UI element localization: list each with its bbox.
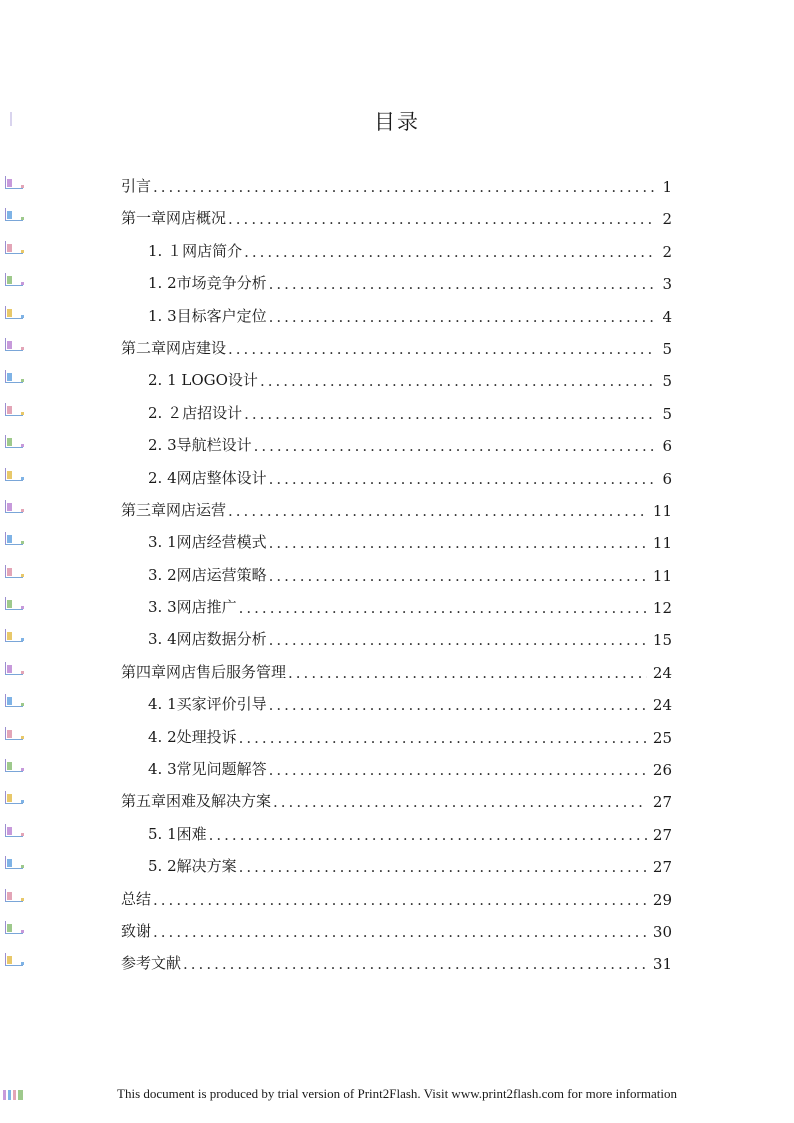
- table-of-contents: [0, 168, 794, 978]
- toc-entry[interactable]: [0, 686, 794, 718]
- margin-mark-icon: [4, 208, 24, 222]
- toc-entry-label: 致谢: [121, 921, 152, 940]
- toc-entry-label: 参考文献: [121, 954, 182, 973]
- toc-entry-page-number: 30: [652, 922, 672, 941]
- margin-mark-icon: [4, 824, 24, 838]
- margin-mark-icon: [4, 889, 24, 903]
- toc-entry[interactable]: [0, 783, 794, 815]
- toc-leader-dots: [267, 470, 657, 488]
- toc-entry[interactable]: [0, 330, 794, 362]
- toc-leader-dots: [226, 210, 656, 228]
- toc-leader-dots: [226, 502, 647, 520]
- toc-entry[interactable]: [0, 427, 794, 459]
- margin-mark-icon: [4, 856, 24, 870]
- toc-leader-dots: [237, 729, 647, 747]
- toc-entry-label: 1. １网店简介: [148, 241, 243, 260]
- toc-leader-dots: [267, 761, 647, 779]
- toc-entry[interactable]: [0, 913, 794, 945]
- toc-entry[interactable]: [0, 298, 794, 330]
- toc-entry-page-number: 31: [652, 955, 672, 974]
- toc-entry[interactable]: [0, 524, 794, 556]
- toc-entry-page-number: 11: [652, 501, 672, 520]
- toc-leader-dots: [242, 243, 656, 261]
- toc-leader-dots: [286, 664, 647, 682]
- toc-leader-dots: [151, 891, 647, 909]
- toc-leader-dots: [271, 793, 647, 811]
- margin-mark-icon: [4, 338, 24, 352]
- toc-entry[interactable]: [0, 557, 794, 589]
- toc-leader-dots: [267, 308, 657, 326]
- toc-entry-page-number: 11: [652, 566, 672, 585]
- toc-entry[interactable]: [0, 654, 794, 686]
- toc-entry-label: 4. 2处理投诉: [148, 727, 237, 746]
- toc-entry-label: 1. 3目标客户定位: [148, 306, 267, 325]
- toc-entry-label: 3. 4网店数据分析: [148, 630, 267, 649]
- margin-mark-icon: [4, 565, 24, 579]
- margin-mark-icon: [4, 241, 24, 255]
- toc-entry[interactable]: [0, 492, 794, 524]
- toc-leader-dots: [226, 340, 656, 358]
- margin-mark-icon: [4, 273, 24, 287]
- margin-mark-icon: [4, 694, 24, 708]
- toc-entry-page-number: 11: [652, 534, 672, 553]
- toc-entry-label: 第三章网店运营: [121, 500, 227, 519]
- toc-leader-dots: [237, 599, 647, 617]
- toc-leader-dots: [237, 858, 647, 876]
- margin-mark-icon: [4, 435, 24, 449]
- margin-mark-icon: [4, 791, 24, 805]
- toc-entry-label: 4. 3常见问题解答: [148, 760, 267, 779]
- toc-entry-page-number: 6: [662, 437, 672, 456]
- toc-entry-page-number: 3: [662, 275, 672, 294]
- toc-entry[interactable]: [0, 621, 794, 653]
- toc-entry[interactable]: [0, 848, 794, 880]
- margin-mark-icon: [4, 176, 24, 190]
- toc-entry-page-number: 15: [652, 631, 672, 650]
- margin-mark-icon: [4, 597, 24, 611]
- toc-entry-label: 第二章网店建设: [121, 338, 227, 357]
- toc-entry-label: 2. 3导航栏设计: [148, 436, 252, 455]
- toc-entry[interactable]: [0, 233, 794, 265]
- toc-leader-dots: [267, 275, 657, 293]
- toc-entry[interactable]: [0, 200, 794, 232]
- toc-leader-dots: [252, 437, 657, 455]
- toc-entry-page-number: 12: [652, 599, 672, 618]
- toc-leader-dots: [151, 923, 647, 941]
- margin-mark-icon: [4, 403, 24, 417]
- margin-mark-icon: [4, 500, 24, 514]
- toc-entry-label: 2. ２店招设计: [148, 403, 243, 422]
- toc-entry[interactable]: [0, 881, 794, 913]
- toc-entry-label: 第四章网店售后服务管理: [121, 662, 287, 681]
- toc-entry[interactable]: [0, 168, 794, 200]
- toc-leader-dots: [267, 534, 647, 552]
- toc-leader-dots: [258, 372, 657, 390]
- toc-entry-page-number: 27: [652, 825, 672, 844]
- margin-mark-icon: [4, 953, 24, 967]
- toc-entry-page-number: 1: [662, 178, 672, 196]
- margin-mark-icon: [4, 468, 24, 482]
- toc-entry-page-number: 27: [652, 858, 672, 877]
- toc-entry-label: 第一章网店概况: [121, 209, 227, 228]
- margin-mark-icon: [4, 759, 24, 773]
- toc-entry-label: 4. 1买家评价引导: [148, 695, 267, 714]
- toc-entry-page-number: 29: [652, 890, 672, 909]
- toc-entry-page-number: 24: [652, 663, 672, 682]
- toc-entry[interactable]: [0, 751, 794, 783]
- toc-entry-label: 2. 4网店整体设计: [148, 468, 267, 487]
- margin-mark-icon: [4, 662, 24, 676]
- margin-mark-icon: [4, 629, 24, 643]
- toc-leader-dots: [181, 955, 647, 973]
- toc-entry-label: 5. 1困难: [148, 824, 207, 843]
- toc-entry[interactable]: [0, 589, 794, 621]
- toc-entry-page-number: 5: [662, 339, 672, 358]
- toc-leader-dots: [151, 178, 656, 196]
- toc-leader-dots: [267, 567, 647, 585]
- toc-leader-dots: [267, 696, 647, 714]
- toc-entry-page-number: 24: [652, 696, 672, 715]
- toc-entry-page-number: 2: [662, 242, 672, 261]
- toc-entry-label: 5. 2解决方案: [148, 857, 237, 876]
- toc-entry-label: 2. 1 LOGO设计: [148, 371, 258, 390]
- toc-entry[interactable]: [0, 816, 794, 848]
- toc-entry-label: 3. 2网店运营策略: [148, 565, 267, 584]
- toc-entry-label: 第五章困难及解决方案: [121, 792, 272, 811]
- toc-entry[interactable]: [0, 945, 794, 977]
- toc-entry-label: 3. 1网店经营模式: [148, 533, 267, 552]
- toc-entry-page-number: 5: [662, 372, 672, 391]
- toc-entry-label: 总结: [121, 889, 152, 908]
- toc-leader-dots: [207, 826, 647, 844]
- toc-entry-page-number: 4: [662, 307, 672, 326]
- toc-entry[interactable]: [0, 362, 794, 394]
- margin-mark-icon: [4, 727, 24, 741]
- margin-mark-icon: [4, 921, 24, 935]
- toc-leader-dots: [242, 405, 656, 423]
- toc-entry[interactable]: [0, 265, 794, 297]
- toc-entry-page-number: 27: [652, 793, 672, 812]
- margin-mark-icon: [4, 532, 24, 546]
- margin-mark-icon: [4, 306, 24, 320]
- toc-entry-page-number: 26: [652, 761, 672, 780]
- toc-entry-label: 1. 2市场竞争分析: [148, 274, 267, 293]
- toc-entry-page-number: 2: [662, 210, 672, 229]
- toc-leader-dots: [267, 631, 647, 649]
- toc-entry[interactable]: [0, 719, 794, 751]
- toc-entry[interactable]: [0, 460, 794, 492]
- toc-entry[interactable]: [0, 395, 794, 427]
- toc-entry-label: 引言: [121, 177, 152, 195]
- toc-entry-label: 3. 3网店推广: [148, 598, 237, 617]
- toc-entry-page-number: 25: [652, 728, 672, 747]
- footer-notice: This document is produced by trial version of Print2Flash. Visit www.print2flash.com for more information: [117, 1086, 677, 1101]
- toc-entry-page-number: 5: [662, 404, 672, 423]
- page-title: 目录: [374, 110, 420, 134]
- margin-mark-icon: [4, 370, 24, 384]
- toc-entry-page-number: 6: [662, 469, 672, 488]
